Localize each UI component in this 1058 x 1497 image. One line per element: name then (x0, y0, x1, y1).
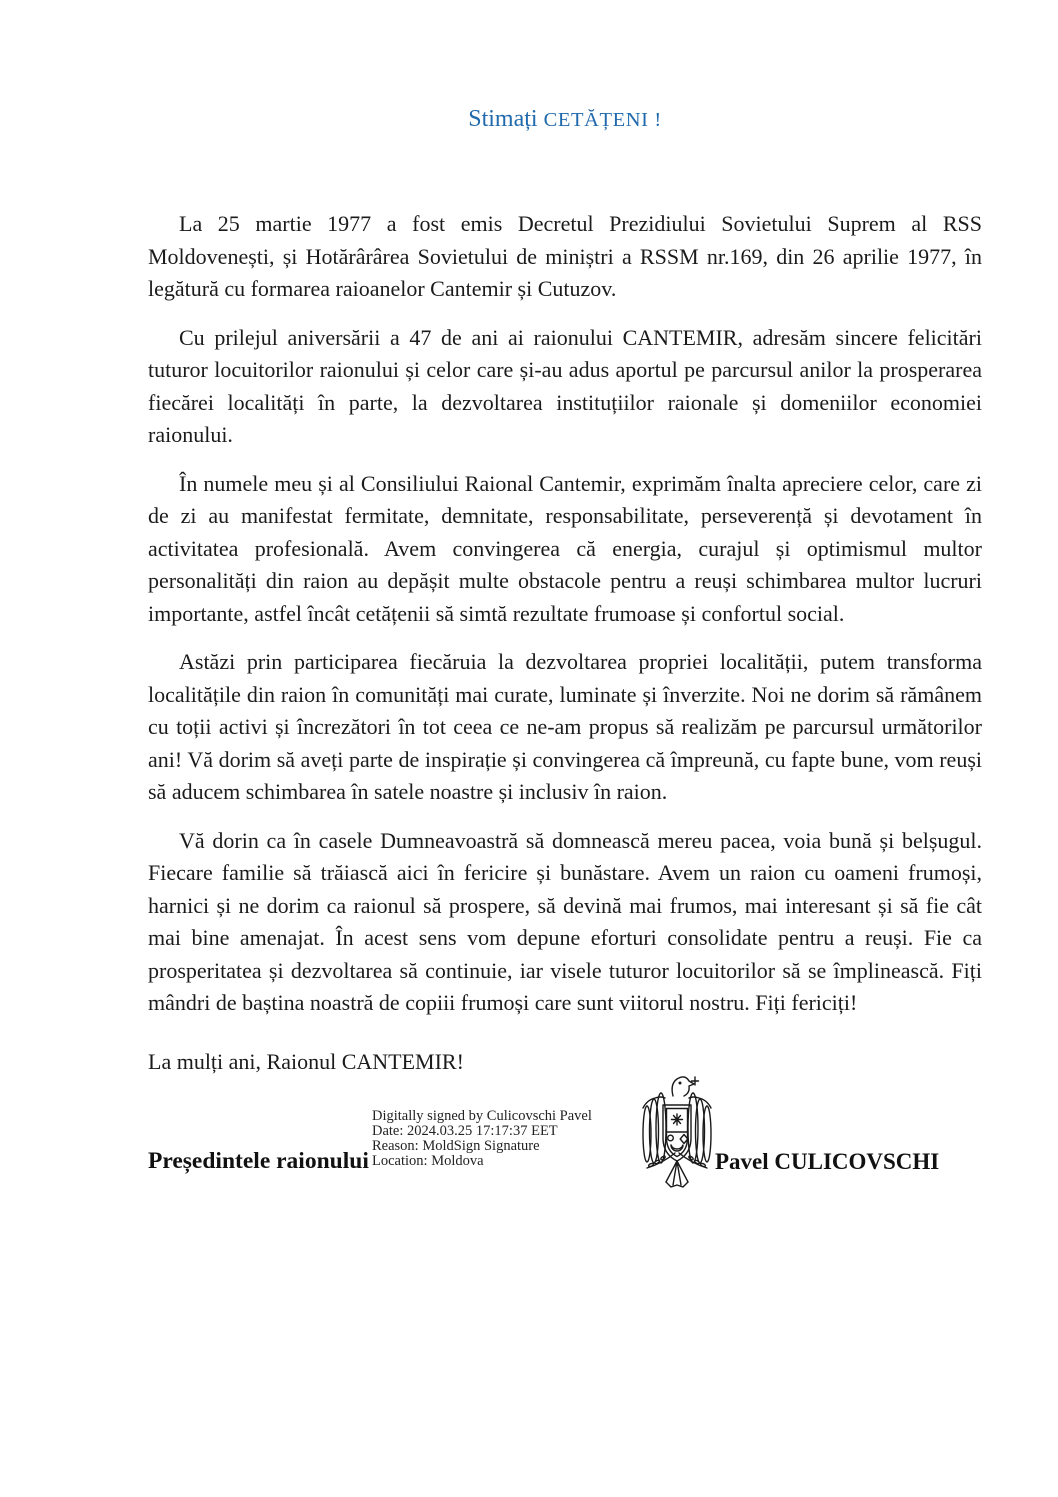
closing-line: La mulți ani, Raionul CANTEMIR! (148, 1048, 464, 1074)
moldova-coat-of-arms-icon (633, 1072, 721, 1190)
paragraph-appreciation: În numele meu și al Consiliului Raional Cantemir, exprimăm înalta apreciere celor, care zi de zi au manifestat fermitate, demnitate, responsabilitate, perseverență și devotament în activitatea profesională. Avem convingerea că energia, curajul și optimismul multor personalități din raion au depășit multe obstacole pentru a reuși schimbarea multor lucruri importante, astfel încât cetățenii să simtă rezultate frumoase și confortul social. (148, 470, 982, 626)
page-title (148, 103, 982, 137)
title-lead: Stimați (468, 106, 538, 132)
paragraph-development: Astăzi prin participarea fiecăruia la dezvoltarea propriei localității, putem transforma localitățile din raion în comunități mai curate, luminate și înverzite. Noi ne dorim să rămânem cu toții activi și încrezători în tot ceea ce ne-am propus să realizăm pe parcursul următorilor ani! Vă dorim să aveți parte de inspirație și convingerea că împreună, cu fapte bune, vom reuși să aducem schimbarea în satele noastre și inclusiv în raion. (148, 649, 982, 804)
digital-signature-line-signedby: Digitally signed by Culicovschi Pavel (372, 1107, 592, 1124)
paragraph-wishes: Vă dorin ca în casele Dumneavoastră să domnească mereu pacea, voia bună și belșugul. Fiecare familie să trăiască aici în fericire și bunăstare. Avem un raion cu oameni frumoși, harnici și ne dorim ca raionul să prospere, să devină mai frumos, mai interesant și să fie cât mai bine amenajat. În acest sens vom depune eforturi consolidate pentru a reuși. Fie ca prosperitatea și dezvoltarea să continuie, iar visele tuturor locuitorilor să se împlinească. Fiți mândri de baștina noastră de copiii frumoși care sunt viitorul nostru. Fiți fericiți! (148, 827, 982, 1015)
paragraph-anniversary: Cu prilejul aniversării a 47 de ani ai raionului CANTEMIR, adresăm sincere felicitări tuturor locuitorilor raionului și celor care și-au adus aportul pe parcursul anilor la prosperarea fiecărei localități în parte, la dezvoltarea instituțiilor raionale și domeniilor economiei raionului. (148, 324, 982, 447)
president-title-label: Președintele raionului (148, 1147, 369, 1174)
title-caps: CETĂȚENI ! (543, 109, 662, 131)
digital-signature-line-date: Date: 2024.03.25 17:17:37 EET (372, 1122, 558, 1139)
digital-signature-line-reason: Reason: MoldSign Signature (372, 1137, 540, 1154)
paragraph-decree: La 25 martie 1977 a fost emis Decretul Prezidiului Sovietului Suprem al RSS Moldovenești, și Hotărârârea Sovietului de miniștri a RSSM nr.169, din 26 aprilie 1977, în legătură cu formarea raioanelor Cantemir și Cutuzov. (148, 211, 982, 301)
digital-signature-stamp (372, 1109, 592, 1169)
digital-signature-line-location: Location: Moldova (372, 1152, 484, 1169)
signer-name: Pavel CULICOVSCHI (715, 1148, 940, 1174)
signature-area (148, 1078, 982, 1248)
